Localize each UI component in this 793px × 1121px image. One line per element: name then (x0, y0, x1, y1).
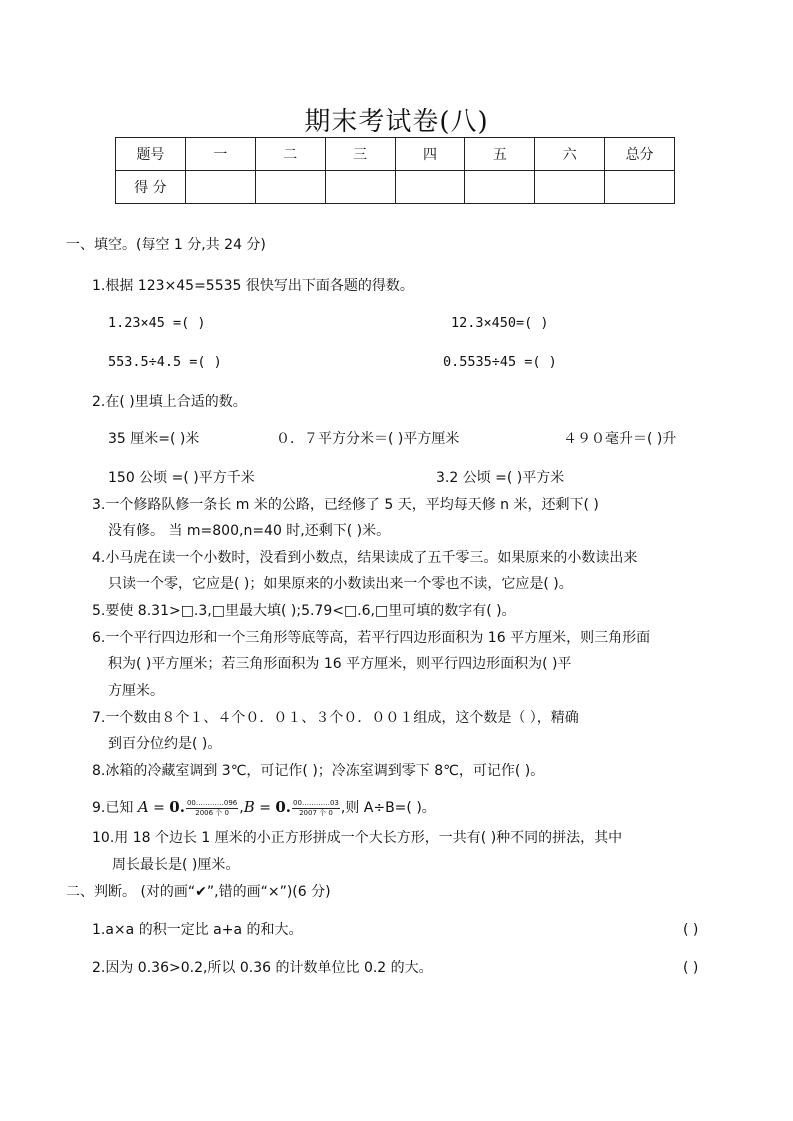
q9-comma: , (239, 800, 244, 816)
q4-line1: 4.小马虎在读一个小数时，没看到小数点，结果读成了五千零三。如果原来的小数读出来 (92, 550, 638, 566)
q1-stem: 1.根据 123×45=5535 很快写出下面各题的得数。 (92, 278, 414, 294)
q2-item-d: 150 公顷 =( )平方千米 (108, 470, 255, 486)
score-table (115, 137, 675, 204)
q2-stem: 2.在( )里填上合适的数。 (92, 394, 247, 410)
q7-line2: 到百分位约是( )。 (108, 736, 222, 752)
q9-var-b: B (243, 798, 255, 816)
q3-line1: 3.一个修路队修一条长 m 米的公路，已经修了 5 天，平均每天修 n 米，还剩下( ) (92, 497, 599, 513)
q9-line (92, 794, 436, 821)
judge-item-2-text: 2.因为 0.36>0.2,所以 0.36 的计数单位比 0.2 的大。 (92, 960, 433, 976)
score-cell-empty[interactable] (605, 171, 675, 204)
q6-line3: 方厘米。 (108, 683, 164, 699)
q6-line2: 积为( )平方厘米；若三角形面积为 16 平方厘米，则平行四边形面积为( )平 (108, 656, 572, 672)
score-cell-header: 一 (185, 138, 255, 171)
q9-zero-a: 0. (169, 798, 185, 816)
q1-item-c: 553.5÷4.5 =( ) (108, 354, 222, 370)
q5-line: 5.要使 8.31>□.3,□里最大填( );5.79<□.6,□里可填的数字有( )。 (92, 603, 516, 619)
q6-line1: 6.一个平行四边形和一个三角形等底等高，若平行四边形面积为 16 平方厘米，则三角形面 (92, 630, 651, 646)
score-cell-empty[interactable] (535, 171, 605, 204)
q2-item-a: 35 厘米=( )米 (108, 431, 200, 447)
score-cell-header: 题号 (116, 138, 186, 171)
score-cell-empty[interactable] (395, 171, 465, 204)
q8-line: 8.冰箱的冷藏室调到 3℃，可记作( )；冷冻室调到零下 8℃，可记作( )。 (92, 763, 545, 779)
q9-prefix: 9.已知 (92, 800, 134, 816)
q9-fraction-b-den: 2007 个 0 (299, 808, 333, 817)
score-table-score-row (116, 171, 675, 204)
score-cell-empty[interactable] (255, 171, 325, 204)
score-cell-header: 六 (535, 138, 605, 171)
q9-fraction-a-num: 00…………096 (186, 798, 238, 807)
section1-heading: 一、填空。(每空 1 分,共 24 分) (66, 237, 266, 253)
q9-fraction-a-den: 2006 个 0 (195, 808, 229, 817)
q1-item-d: 0.5535÷45 =( ) (443, 354, 557, 370)
score-table-header-row (116, 138, 675, 171)
q2-item-b: ０．７平方分米＝( )平方厘米 (276, 431, 460, 447)
score-cell-header: 总分 (605, 138, 675, 171)
q9-fraction-b-num: 00…………03 (293, 798, 339, 807)
score-cell-empty[interactable] (325, 171, 395, 204)
score-row-label: 得 分 (116, 171, 186, 204)
judge-item-1-text: 1.a×a 的积一定比 a+a 的和大。 (92, 922, 303, 938)
section2-heading: 二、判断。 (对的画“✔”,错的画“×”)(6 分) (66, 884, 331, 900)
q10-line1: 10.用 18 个边长 1 厘米的小正方形拼成一个大长方形，一共有( )种不同的拼法，其中 (92, 830, 623, 846)
q2-item-e: 3.2 公顷 =( )平方米 (436, 470, 565, 486)
q1-item-b: 12.3×450=( ) (451, 315, 549, 331)
q9-suffix: ,则 A÷B=( )。 (340, 800, 436, 816)
q9-eq-b: = (259, 800, 271, 816)
score-cell-empty[interactable] (185, 171, 255, 204)
q7-line1: 7.一个数由８个１、４个０．０１、３个０．００１组成，这个数是（ ），精确 (92, 710, 579, 726)
q9-fraction-a (186, 799, 238, 818)
q9-eq-a: = (153, 800, 165, 816)
score-cell-header: 四 (395, 138, 465, 171)
score-cell-empty[interactable] (465, 171, 535, 204)
score-cell-header: 二 (255, 138, 325, 171)
judge-item-1-blank[interactable]: ( ) (683, 922, 699, 938)
score-cell-header: 三 (325, 138, 395, 171)
q9-zero-b: 0. (275, 798, 292, 816)
q2-item-c: ４９０毫升＝( )升 (563, 431, 677, 447)
q3-line2: 没有修。 当 m=800,n=40 时,还剩下( )米。 (108, 523, 391, 539)
q9-var-a: A (137, 798, 149, 816)
q9-fraction-b (292, 799, 340, 818)
q10-line2: 周长最长是( )厘米。 (112, 857, 240, 873)
score-cell-header: 五 (465, 138, 535, 171)
judge-item-2-blank[interactable]: ( ) (683, 960, 699, 976)
page-title: 期末考试卷(八) (304, 107, 489, 137)
q4-line2: 只读一个零，它应是( )；如果原来的小数读出来一个零也不读，它应是( )。 (108, 576, 573, 592)
q1-item-a: 1.23×45 =( ) (108, 315, 206, 331)
